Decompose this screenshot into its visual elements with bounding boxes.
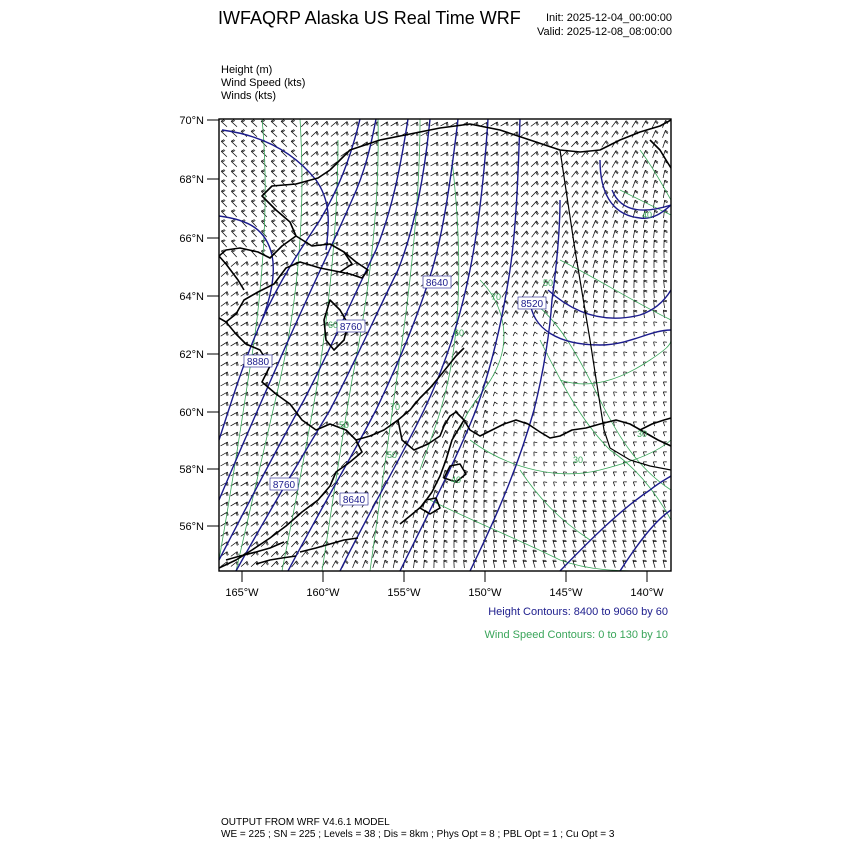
speed-contour-label: 60 xyxy=(327,320,339,330)
lat-label: 68°N xyxy=(179,174,204,186)
height-contours-legend: Height Contours: 8400 to 9060 by 60 xyxy=(488,606,668,618)
lat-label: 64°N xyxy=(179,291,204,303)
valid-time: Valid: 2025-12-08_08:00:00 xyxy=(537,26,672,38)
lon-label: 155°W xyxy=(387,587,421,599)
lat-label: 58°N xyxy=(179,464,204,476)
lat-label: 56°N xyxy=(179,521,204,533)
lon-label: 160°W xyxy=(306,587,340,599)
lat-label: 62°N xyxy=(179,349,204,361)
height-contour-label: 8760 xyxy=(339,322,363,333)
map-title: IWFAQRP Alaska US Real Time WRF xyxy=(218,8,521,28)
lat-label: 66°N xyxy=(179,233,204,245)
init-time: Init: 2025-12-04_00:00:00 xyxy=(546,12,672,24)
lat-label: 70°N xyxy=(179,115,204,127)
speed-contour-label: 50 xyxy=(542,278,554,288)
latitude-ticks xyxy=(207,120,219,526)
model-config-footer: WE = 225 ; SN = 225 ; Levels = 38 ; Dis = 8km ; Phys Opt = 8 ; PBL Opt = 1 ; Cu Opt = 3 xyxy=(221,829,615,840)
speed-contour-label: 30 xyxy=(572,455,584,465)
variable-winds: Winds (kts) xyxy=(221,90,276,102)
speed-contour-label: 40 xyxy=(450,475,462,485)
lon-label: 140°W xyxy=(630,587,664,599)
height-contour-label: 8760 xyxy=(272,480,296,491)
longitude-ticks xyxy=(242,571,647,582)
height-contour-label: 8640 xyxy=(425,278,449,289)
lon-label: 165°W xyxy=(225,587,259,599)
speed-contour-label: 50 xyxy=(386,450,398,460)
lon-label: 145°W xyxy=(549,587,583,599)
speed-contour-label: 70 xyxy=(389,402,401,412)
height-contour-label: 8880 xyxy=(246,357,270,368)
height-contour-label: 8640 xyxy=(342,495,366,506)
model-footer: OUTPUT FROM WRF V4.6.1 MODEL xyxy=(221,817,390,828)
lon-label: 150°W xyxy=(468,587,502,599)
speed-contour-label: 40 xyxy=(641,210,653,220)
height-contour-label: 8520 xyxy=(520,299,544,310)
wind-speed-contours-legend: Wind Speed Contours: 0 to 130 by 10 xyxy=(484,629,668,641)
speed-contour-label: 30 xyxy=(636,429,648,439)
variable-wind-speed: Wind Speed (kts) xyxy=(221,77,306,89)
speed-contour-label: 50 xyxy=(338,420,350,430)
lat-label: 60°N xyxy=(179,407,204,419)
speed-contour-label: 70 xyxy=(490,292,502,302)
variable-height: Height (m) xyxy=(221,64,273,76)
speed-contour-label: 60 xyxy=(453,328,465,338)
